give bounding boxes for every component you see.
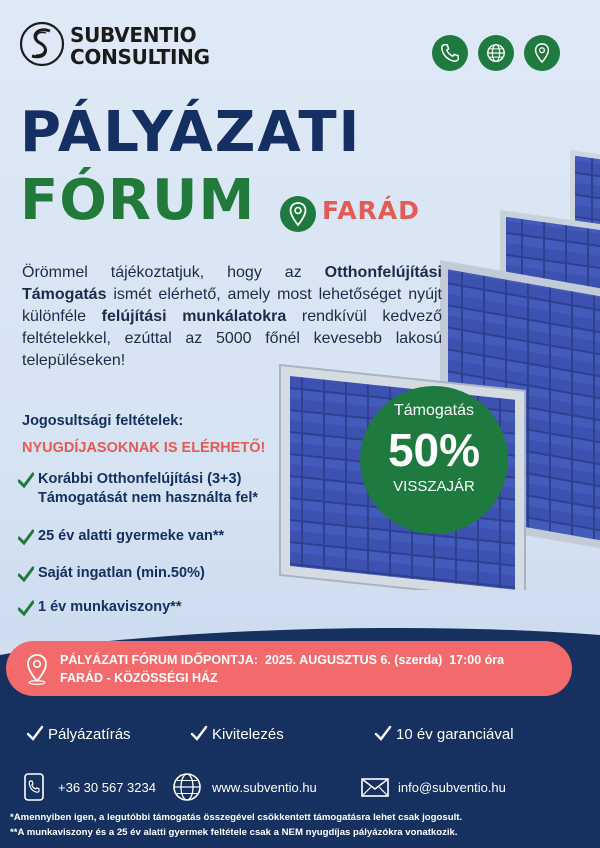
phone-icon[interactable]: [432, 35, 468, 71]
white-check-icon: [374, 724, 392, 742]
globe-icon[interactable]: [478, 35, 514, 71]
website-url: www.subventio.hu: [212, 780, 317, 795]
green-check-icon: [18, 566, 34, 582]
intro-text-1: Örömmel tájékoztatjuk, hogy az: [22, 264, 325, 281]
criterion-line: Saját ingatlan (min.50%): [38, 565, 205, 581]
criterion-line: 25 év alatti gyermeke van**: [38, 528, 225, 544]
criterion-line: Támogatását nem használta fel*: [38, 490, 258, 506]
intro-text-3: rendkívül kedvező feltételekkel, ezúttal az 5000 főnél kevesebb lakosú településeken!: [22, 308, 443, 369]
badge-sub: VISSZAJÁR: [393, 478, 475, 495]
intro-text-2: ismét elérhető, amely most lehetőséget nyújt különféle: [22, 286, 442, 325]
footnote: **A munkaviszony és a 25 év alatti gyermek feltétele csak a NEM nyugdíjas pályázókra vonatkozik.: [10, 827, 458, 838]
eligibility-title: Jogosultsági feltételek:: [22, 413, 184, 429]
brand-line1: SUBVENTIO: [70, 23, 197, 47]
criterion-line: 1 év munkaviszony**: [38, 599, 182, 615]
event-banner: [6, 641, 572, 696]
event-time: 17:00 óra: [449, 653, 505, 667]
green-check-icon: [18, 529, 34, 545]
event-location: FARÁD - KÖZÖSSÉGI HÁZ: [60, 671, 218, 685]
phone-icon: [22, 772, 46, 802]
event-label: PÁLYÁZATI FÓRUM IDŐPONTJA:: [60, 653, 258, 667]
white-check-icon: [190, 724, 208, 742]
intro-paragraph: [22, 262, 442, 372]
service-label: Kivitelezés: [212, 726, 284, 743]
email-address: info@subventio.hu: [398, 780, 506, 795]
intro-bold-1: Otthonfelújítási Támogatás: [22, 264, 442, 303]
badge-label: Támogatás: [393, 402, 475, 419]
place-name: FARÁD: [322, 196, 420, 225]
title-line1: PÁLYÁZATI: [20, 100, 362, 165]
eligibility-note: NYUGDÍJASOKNAK IS ELÉRHETŐ!: [22, 440, 266, 456]
green-check-icon: [18, 472, 34, 488]
event-location-pin-icon: [24, 653, 50, 685]
event-line1: [60, 653, 504, 667]
mail-icon: [360, 772, 390, 802]
badge-value: 50%: [387, 424, 481, 476]
intro-bold-2: felújítási munkálatokra: [101, 308, 287, 325]
green-location-pin-icon: [279, 195, 317, 233]
service-label: Pályázatírás: [48, 726, 131, 743]
support-badge: [360, 386, 508, 534]
event-date: 2025. AUGUSZTUS 6. (szerda): [264, 653, 443, 667]
service-label: 10 év garanciával: [396, 726, 514, 743]
brand-line2: CONSULTING: [70, 45, 210, 69]
brand-name: [70, 24, 210, 68]
title-line2: FÓRUM: [20, 168, 256, 233]
header-icons: [432, 35, 560, 71]
criterion-line: Korábbi Otthonfelújítási (3+3): [38, 471, 242, 487]
brand-logo: [18, 14, 228, 76]
phone-number: +36 30 567 3234: [58, 780, 156, 795]
logo-mark-icon: [18, 14, 68, 76]
location-pin-icon[interactable]: [524, 35, 560, 71]
white-check-icon: [26, 724, 44, 742]
globe-icon: [172, 772, 202, 802]
footnote: *Amennyiben igen, a legutóbbi támogatás összegével csökkentett támogatásra lehet csak jogosult.: [10, 812, 463, 823]
